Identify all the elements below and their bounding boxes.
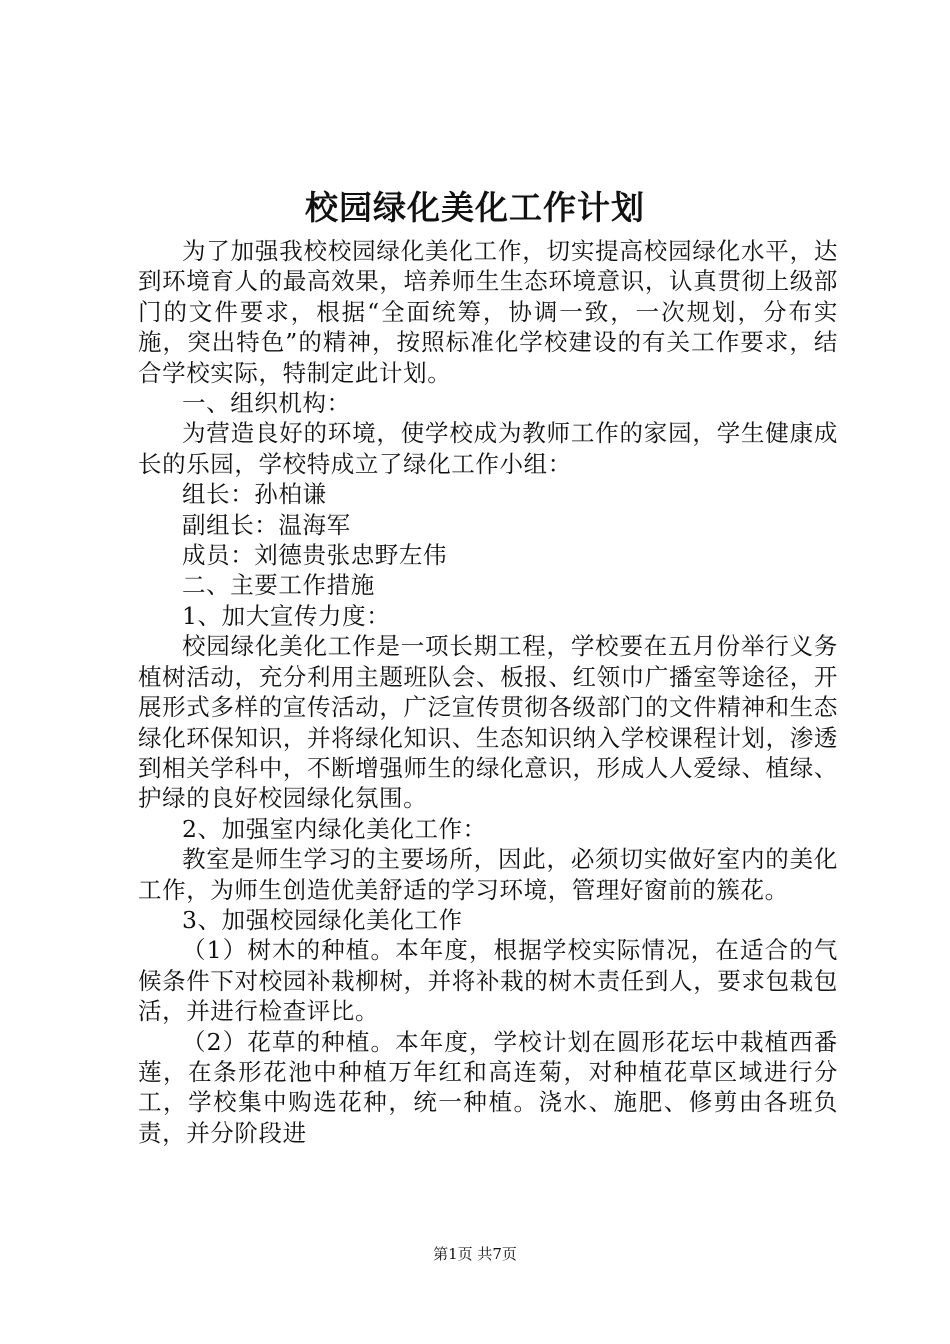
member-deputy-leader: 副组长：温海军	[182, 510, 351, 539]
paragraph-trees: （1）树木的种植。本年度，根据学校实际情况，在适合的气候条件下对校园补栽柳树，并将补栽的树木责任到人，要求包栽包活，并进行检查评比。	[138, 936, 838, 1026]
document-title: 校园绿化美化工作计划	[305, 188, 645, 227]
paragraph-organization: 为营造良好的环境，使学校成为教师工作的家园，学生健康成长的乐园，学校特成立了绿化工作小组：	[138, 419, 838, 478]
document-body	[138, 236, 838, 1148]
member-list: 成员：刘德贵张忠野左伟	[182, 541, 448, 570]
page-footer: 第1页 共7页	[433, 1245, 517, 1263]
subheading-campus: 3、加强校园绿化美化工作	[182, 905, 463, 934]
heading-organization: 一、组织机构：	[182, 389, 351, 418]
paragraph-indoor: 教室是师生学习的主要场所，因此，必须切实做好室内的美化工作，为师生创造优美舒适的学习环境，管理好窗前的簇花。	[138, 845, 838, 904]
paragraph-flowers: （2）花草的种植。本年度，学校计划在圆形花坛中栽植西番莲，在条形花池中种植万年红和高连菊，对种植花草区域进行分工，学校集中购选花种，统一种植。浇水、施肥、修剪由各班负责，并分阶段进	[138, 1027, 838, 1147]
paragraph-intro: 为了加强我校校园绿化美化工作，切实提高校园绿化水平，达到环境育人的最高效果，培养师生生态环境意识，认真贯彻上级部门的文件要求，根据“全面统筹，协调一致，一次规划，分布实施，突出特色”的精神，按照标准化学校建设的有关工作要求，结合学校实际，特制定此计划。	[138, 237, 838, 387]
subheading-publicity: 1、加大宣传力度：	[182, 601, 391, 630]
paragraph-publicity: 校园绿化美化工作是一项长期工程，学校要在五月份举行义务植树活动，充分利用主题班队会、板报、红领巾广播室等途径，开展形式多样的宣传活动，广泛宣传贯彻各级部门的文件精神和生态绿化环保知识，并将绿化知识、生态知识纳入学校课程计划，渗透到相关学科中，不断增强师生的绿化意识，形成人人爱绿、植绿、护绿的良好校园绿化氛围。	[138, 632, 838, 813]
subheading-indoor: 2、加强室内绿化美化工作：	[182, 814, 487, 843]
member-leader: 组长：孙柏谦	[182, 480, 327, 509]
heading-measures: 二、主要工作措施	[182, 571, 375, 600]
